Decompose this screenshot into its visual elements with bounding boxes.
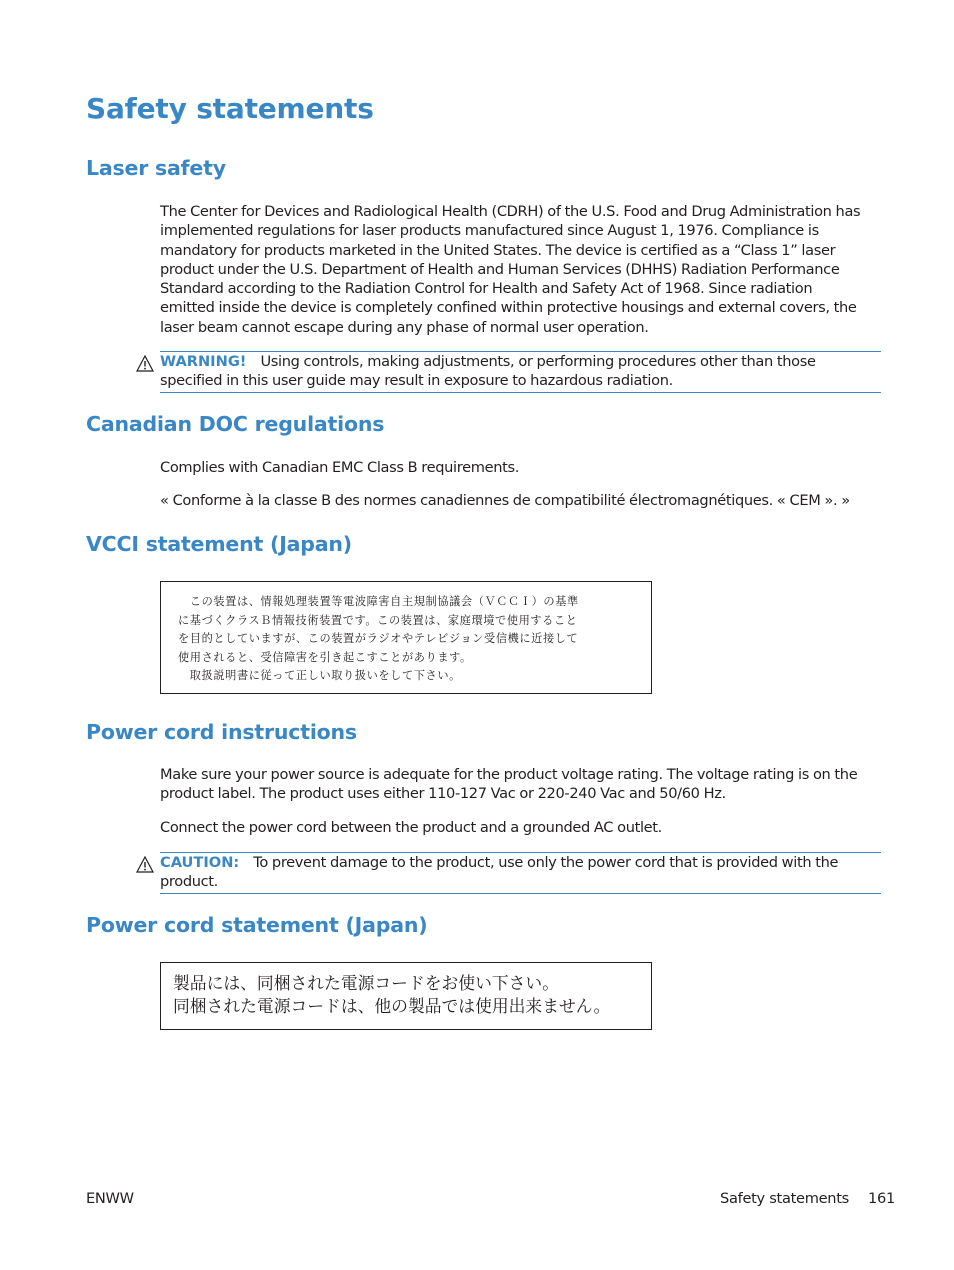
vcci-statement-box [160, 581, 652, 694]
text-line: mandatory for products marketed in the United States. The device is certified as a “Class 1” laser [160, 241, 836, 259]
text-line: Standard according to the Radiation Control for Health and Safety Act of 1968. Since radiation [160, 280, 813, 298]
power-cord-japan-box [160, 962, 652, 1030]
caution-label: CAUTION: [160, 854, 240, 871]
power-cord-japan-heading: Power cord statement (Japan) [86, 913, 428, 937]
power-japan-line: 同梱された電源コードは、他の製品では使用出来ません。 [173, 996, 611, 1016]
warning-label: WARNING! [160, 353, 247, 370]
text-line: Make sure your power source is adequate for the product voltage rating. The voltage rating is on the [160, 766, 858, 783]
warning-line-1 [160, 352, 881, 371]
page-title: Safety statements [86, 92, 374, 125]
laser-safety-heading: Laser safety [86, 156, 226, 180]
canadian-doc-heading: Canadian DOC regulations [86, 412, 385, 436]
canadian-en-text: Complies with Canadian EMC Class B requirements. [160, 459, 520, 476]
text-line: implemented regulations for laser products manufactured since August 1, 1976. Compliance is [160, 222, 819, 240]
footer-section-title: Safety statements [720, 1190, 849, 1207]
laser-safety-paragraph [160, 202, 881, 337]
text-line: product label. The product uses either 110-127 Vac or 220-240 Vac and 50/60 Hz. [160, 785, 726, 803]
text-line: emitted inside the device is completely confined within protective housings and external covers, the [160, 299, 857, 317]
power-cord-connect-text: Connect the power cord between the product and a grounded AC outlet. [160, 819, 662, 836]
vcci-line: に基づくクラスＢ情報技術装置です。この装置は、家庭環境で使用すること [178, 613, 578, 627]
vcci-line: を目的としていますが、この装置がラジオやテレビジョン受信機に近接して [178, 632, 579, 645]
caution-note [160, 852, 881, 894]
power-cord-paragraph [160, 765, 881, 804]
footer-left-label: ENWW [86, 1190, 134, 1207]
caution-line-1 [160, 853, 881, 872]
power-cord-heading: Power cord instructions [86, 720, 357, 744]
vcci-heading: VCCI statement (Japan) [86, 532, 352, 556]
warning-line-2: specified in this user guide may result in exposure to hazardous radiation. [160, 372, 673, 390]
text-line: laser beam cannot escape during any phase of normal user operation. [160, 318, 649, 336]
vcci-line: 取扱説明書に従って正しい取り扱いをして下さい。 [178, 669, 461, 682]
footer-page-number: 161 [868, 1190, 895, 1207]
text-line: product under the U.S. Department of Health and Human Services (DHHS) Radiation Performance [160, 260, 840, 278]
caution-text: To prevent damage to the product, use only the power cord that is provided with the [253, 854, 839, 871]
canadian-fr-text: « Conforme à la classe B des normes canadiennes de compatibilité électromagnétiques. « CEM ». » [160, 492, 850, 509]
text-line: The Center for Devices and Radiological Health (CDRH) of the U.S. Food and Drug Administration has [160, 203, 861, 220]
power-japan-line: 製品には、同梱された電源コードをお使い下さい。 [173, 973, 559, 993]
caution-line-2: product. [160, 873, 218, 891]
vcci-line: 使用されると、受信障害を引き起こすことがあります。 [178, 650, 472, 664]
warning-text: Using controls, making adjustments, or performing procedures other than those [260, 353, 816, 370]
warning-triangle-icon [136, 856, 154, 873]
warning-triangle-icon [136, 355, 154, 372]
vcci-line: この装置は、情報処理装置等電波障害自主規制協議会（ＶＣＣＩ）の基準 [178, 595, 579, 608]
warning-note [160, 351, 881, 393]
